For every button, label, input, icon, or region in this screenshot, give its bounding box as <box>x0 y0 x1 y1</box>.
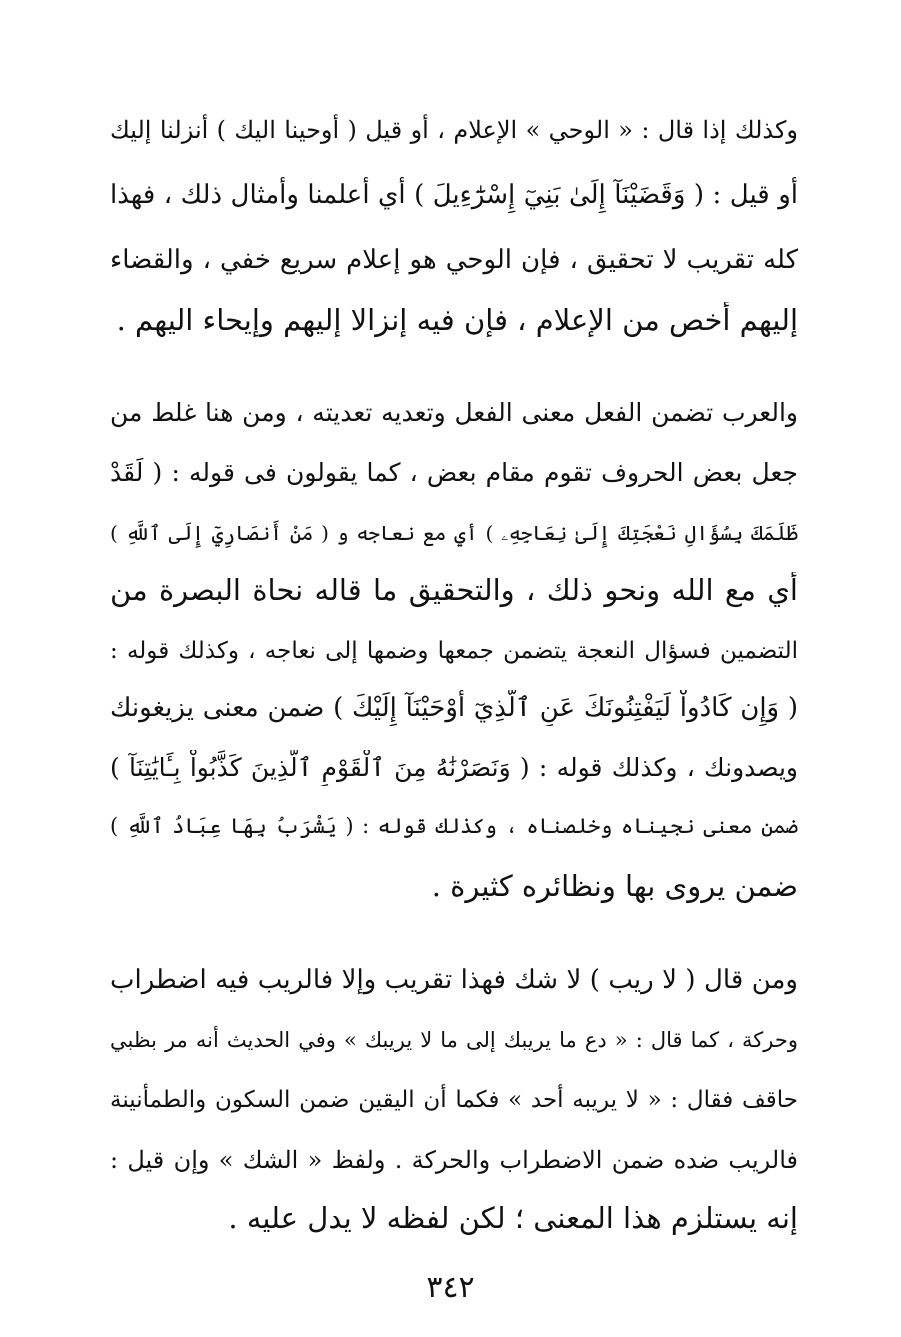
paragraph-3-line-4: فالريب ضده ضمن الاضطراب والحركة . ولفظ « الشك » وإن قيل : <box>110 1146 798 1174</box>
paragraph-1-line-4: إليهم أخص من الإعلام ، فإن فيه إنزالا إليهم وإيحاء اليهم . <box>116 303 798 337</box>
paragraph-2-line-1: والعرب تضمن الفعل معنى الفعل وتعديه تعديته ، ومن هنا غلط من <box>110 398 798 427</box>
paragraph-2-line-8: ضمن معنى نجيناه وخلصناه ، وكذلك قوله : ( يَشْرَبُ بِهَا عِبَادُ ٱللَّهِ ) <box>110 814 798 838</box>
paragraph-2-line-9: ضمن يروى بها ونظائره كثيرة . <box>431 869 798 903</box>
paragraph-1-line-3: كله تقريب لا تحقيق ، فإن الوحي هو إعلام سريع خفي ، والقضاء <box>110 245 798 275</box>
page-number: ٣٤٢ <box>426 1270 475 1305</box>
paragraph-3-line-5: إنه يستلزم هذا المعنى ؛ لكن لفظه لا يدل عليه . <box>228 1201 798 1235</box>
paragraph-2-line-6: ( وَإِن كَادُواْ لَيَفْتِنُونَكَ عَنِ ٱلَّذِيٓ أَوْحَيْنَآ إِلَيْكَ ) ضمن معنى يزيغونك <box>110 693 798 723</box>
paragraph-1-line-1: وكذلك إذا قال : « الوحي » الإعلام ، أو قيل ( أوحينا اليك ) أنزلنا إليك <box>110 116 798 144</box>
paragraph-2-line-5: التضمين فسؤال النعجة يتضمن جمعها وضمها إلى نعاجه ، وكذلك قوله : <box>110 638 798 664</box>
paragraph-1-line-2: أو قيل : ( وَقَضَيْنَآ إِلَىٰ بَنِيٓ إِسْرَٰٓءِيلَ ) أي أعلمنا وأمثال ذلك ، فهذا <box>110 180 798 210</box>
paragraph-3-line-3: حاقف فقال : « لا يريبه أحد » فكما أن اليقين ضمن السكون والطمأنينة <box>110 1087 798 1113</box>
paragraph-2-line-7: ويصدونك ، وكذلك قوله : ( وَنَصَرْنَٰهُ مِنَ ٱلْقَوْمِ ٱلَّذِينَ كَذَّبُواْ بِـَٔايَٰتِنَآ ) <box>110 753 798 782</box>
paragraph-3-line-1: ومن قال ( لا ريب ) لا شك فهذا تقريب وإلا فالريب فيه اضطراب <box>110 965 798 995</box>
paragraph-2-line-4: أي مع الله ونحو ذلك ، والتحقيق ما قاله نحاة البصرة من <box>110 573 798 607</box>
paragraph-3-line-2: وحركة ، كما قال : « دع ما يريبك إلى ما لا يريبك » وفي الحديث أنه مر بظبي <box>110 1028 798 1052</box>
paragraph-2-line-3: ظَلَمَكَ بِسُؤَالِ نَعْجَتِكَ إِلَىٰ نِعَاجِهِۦ ) أي مع نعاجه و ( مَنْ أَنصَارِيٓ إِلَى ٱللَّهِ ) <box>110 521 798 545</box>
paragraph-2-line-2: جعل بعض الحروف تقوم مقام بعض ، كما يقولون فى قوله : ( لَقَدْ <box>110 458 798 487</box>
